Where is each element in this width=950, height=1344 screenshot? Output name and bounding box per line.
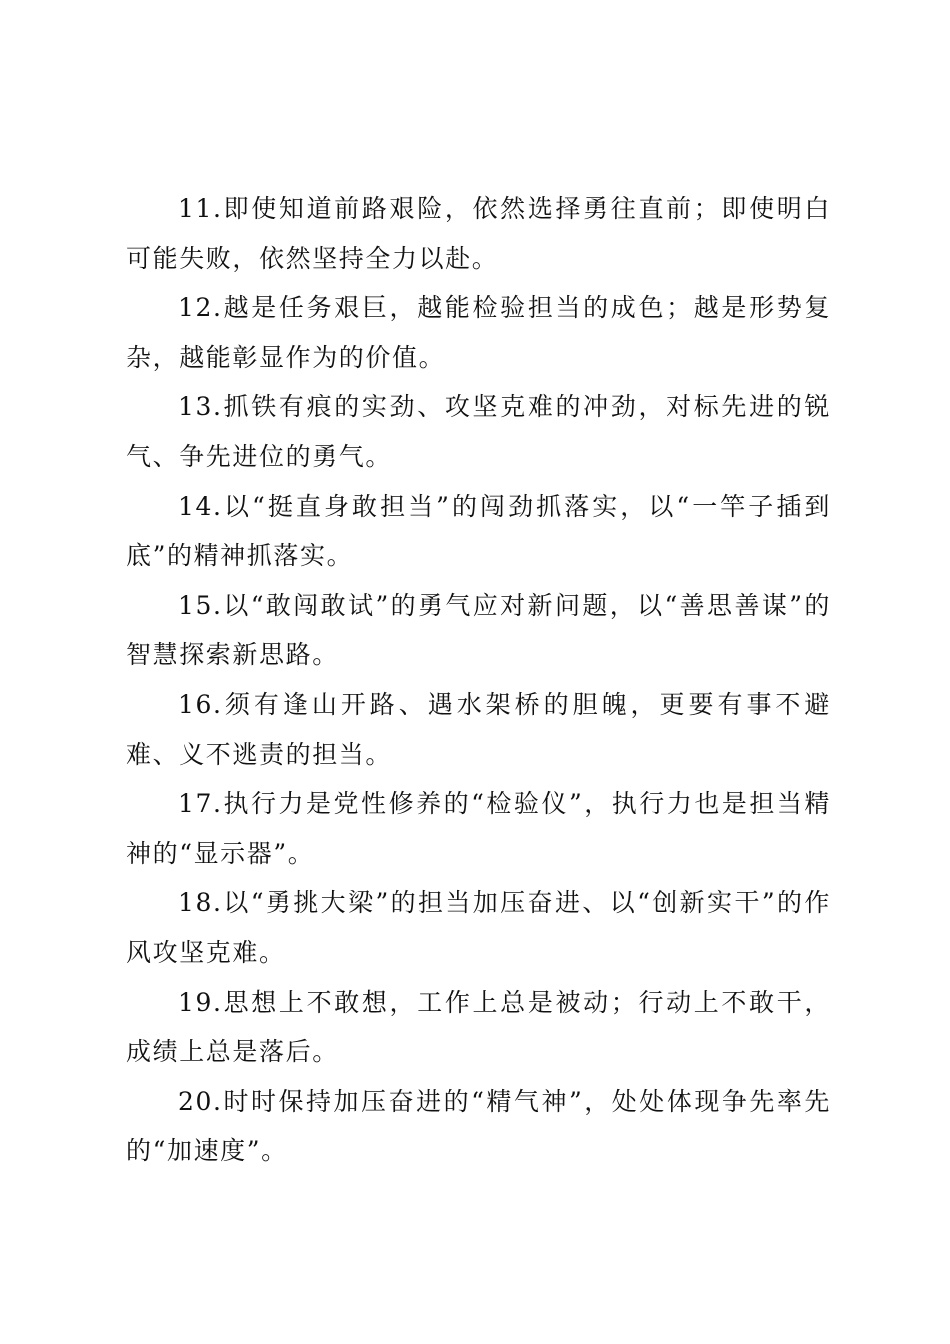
list-item: 17.执行力是党性修养的“检验仪”，执行力也是担当精神的“显示器”。 (126, 789, 831, 868)
list-item: 16.须有逢山开路、遇水架桥的胆魄，更要有事不避难、义不逃责的担当。 (126, 689, 831, 769)
list-item: 19.思想上不敢想，工作上总是被动；行动上不敢干，成绩上总是落后。 (126, 987, 831, 1067)
list-item: 15.以“敢闯敢试”的勇气应对新问题，以“善思善谋”的智慧探索新思路。 (126, 590, 831, 670)
list-item: 20.时时保持加压奋进的“精气神”，处处体现争先率先的“加速度”。 (126, 1086, 831, 1166)
list-item: 14.以“挺直身敢担当”的闯劲抓落实，以“一竿子插到底”的精神抓落实。 (126, 491, 831, 571)
list-item: 11.即使知道前路艰险，依然选择勇往直前；即使明白可能失败，依然坚持全力以赴。 (126, 194, 831, 273)
list-item: 13.抓铁有痕的实劲、攻坚克难的冲劲，对标先进的锐气、争先进位的勇气。 (126, 392, 831, 471)
list-item: 12.越是任务艰巨，越能检验担当的成色；越是形势复杂，越能彰显作为的价值。 (126, 293, 831, 372)
document-body (126, 184, 831, 1176)
list-item: 18.以“勇挑大梁”的担当加压奋进、以“创新实干”的作风攻坚克难。 (126, 888, 831, 967)
